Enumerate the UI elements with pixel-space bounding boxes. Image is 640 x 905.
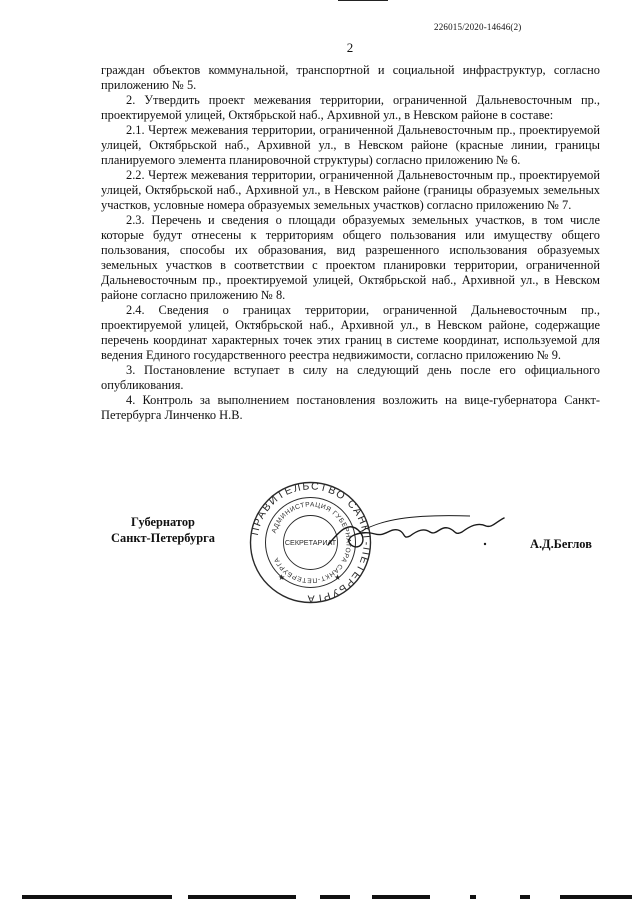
- signatory-name: А.Д.Беглов: [530, 537, 592, 551]
- paragraph-item-2-3: 2.3. Перечень и сведения о площади образуемых земельных участков, в том числе которые будут отнесены к территориям общего пользования или имуществу общего пользования, способы их образования, вид разрешенного использования образуемых земельных участков в соответствии с проектом планировки территории, ограниченной Дальневосточным пр., проектируемой улицей, Октябрьской наб., Архивной ул., в Невском районе согласно приложению № 8.: [101, 213, 600, 302]
- body-text: [101, 63, 600, 423]
- paragraph-item-3: 3. Постановление вступает в силу на следующий день после его официального опубликования.: [101, 363, 600, 392]
- document-number: 226015/2020-14646(2): [434, 22, 522, 32]
- svg-text:АДМИНИСТРАЦИЯ ГУБЕРНАТОРА САНК: АДМИНИСТРАЦИЯ ГУБЕРНАТОРА САНКТ-ПЕТЕРБУРГА: [270, 501, 352, 584]
- paragraph-item-2-1: 2.1. Чертеж межевания территории, ограниченной Дальневосточным пр., проектируемой улицей, Октябрьской наб., Архивной ул., в Невском районе (красные линии, границы планируемого элемента планировочной структуры) согласно приложению № 6.: [101, 123, 600, 167]
- svg-text:СЕКРЕТАРИАТ: СЕКРЕТАРИАТ: [284, 538, 337, 547]
- signatory-position: [93, 514, 233, 546]
- bottom-bar: [560, 895, 632, 899]
- paragraph-item-4: 4. Контроль за выполнением постановления возложить на вице-губернатора Санкт-Петербурга Линченко Н.В.: [101, 393, 600, 422]
- bottom-bar: [520, 895, 530, 899]
- paragraph-item-2: 2. Утвердить проект межевания территории, ограниченной Дальневосточным пр., проектируемой улицей, Октябрьской наб., Архивной ул., в Невском районе в составе:: [101, 93, 600, 122]
- bottom-bar: [470, 895, 476, 899]
- bottom-bar: [372, 895, 430, 899]
- handwritten-signature: [320, 500, 510, 560]
- bottom-scan-bars: [0, 893, 640, 905]
- position-line-1: Губернатор: [131, 515, 195, 529]
- bottom-bar: [22, 895, 172, 899]
- paragraph-item-2-4: 2.4. Сведения о границах территории, ограниченной Дальневосточным пр., проектируемой улицей, Октябрьской наб., Архивной ул., в Невском районе, содержащие перечень координат характерных точек этих границ в системе координат, используемой для ведения Единого государственного реестра недвижимости, согласно приложению № 9.: [101, 303, 600, 362]
- svg-text:★: ★: [334, 573, 342, 582]
- svg-text:★: ★: [278, 573, 286, 582]
- bottom-bar: [188, 895, 296, 899]
- page-number: 2: [346, 40, 354, 55]
- top-rule: [338, 0, 388, 1]
- bottom-bar: [320, 895, 350, 899]
- svg-text:ПРАВИТЕЛЬСТВО САНКТ-ПЕТЕРБУРГА: ПРАВИТЕЛЬСТВО САНКТ-ПЕТЕРБУРГА: [248, 480, 373, 605]
- paragraph-continuation: граждан объектов коммунальной, транспортной и социальной инфраструктур, согласно приложению № 5.: [101, 63, 600, 92]
- paragraph-item-2-2: 2.2. Чертеж межевания территории, ограниченной Дальневосточным пр., проектируемой улицей, Октябрьской наб., Архивной ул., в Невском районе (границы образуемых земельных участков, условные номера образуемых земельных участков) согласно приложению № 7.: [101, 168, 600, 212]
- position-line-2: Санкт-Петербурга: [111, 531, 215, 545]
